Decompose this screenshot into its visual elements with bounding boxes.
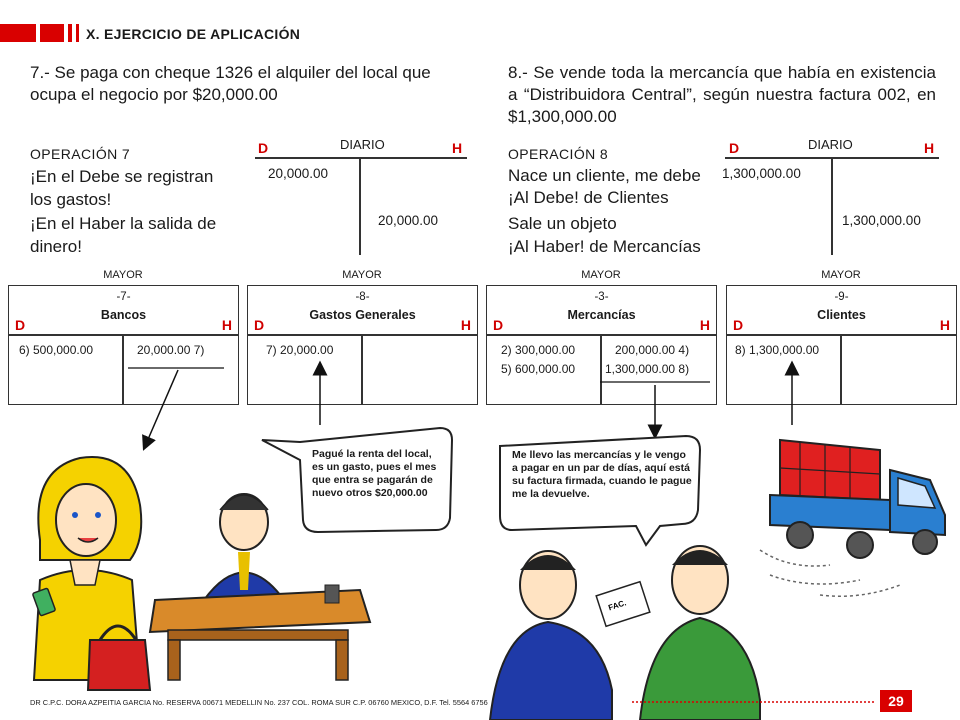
mayor-label-3: MAYOR xyxy=(581,269,621,281)
right-phrase-2: ¡Al Debe! de Clientes xyxy=(508,188,669,207)
invoice-label: FAC. xyxy=(607,598,628,613)
account-name: Clientes xyxy=(817,308,866,322)
left-diario-credit: 20,000.00 xyxy=(378,213,439,228)
mayor-label-2: MAYOR xyxy=(342,269,382,281)
page-number: 29 xyxy=(880,690,912,712)
delivery-truck-illustration xyxy=(760,440,945,596)
account-h: H xyxy=(699,317,710,333)
right-diario-credit: 1,300,000.00 xyxy=(842,213,921,228)
left-diario-d: D xyxy=(258,140,269,156)
account-debit-entry: 6) 500,000.00 xyxy=(19,343,94,357)
account-debit-entry: 5) 600,000.00 xyxy=(501,362,576,376)
account-d: D xyxy=(493,317,504,333)
right-diario-h: H xyxy=(924,140,935,156)
left-phrase-debe: ¡En el Debe se registran los gastos! xyxy=(30,167,214,209)
account-h: H xyxy=(939,317,950,333)
left-diario-label: DIARIO xyxy=(340,137,385,152)
left-phrase-haber: ¡En el Haber la salida de dinero! xyxy=(30,214,217,256)
account-name: Mercancías xyxy=(567,308,636,322)
right-phrase-3: Sale un objeto xyxy=(508,214,617,233)
account-h: H xyxy=(221,317,232,333)
right-phrase-4: ¡Al Haber! de Mercancías xyxy=(508,237,701,256)
right-diario-label: DIARIO xyxy=(808,137,853,152)
right-statement: 8.- Se vende toda la mercancía que había en existencia a “Distribuidora Central”, según nuestra factura 002, en $1,300,000.00 xyxy=(508,63,936,126)
account-credit-entry: 20,000.00 7) xyxy=(137,343,205,357)
account-debit-entry: 2) 300,000.00 xyxy=(501,343,576,357)
mayor-label-1: MAYOR xyxy=(103,269,143,281)
footer-text: DR C.P.C. DORA AZPEITIA GARCIA No. RESERVA 00671 MEDELLIN No. 237 COL. ROMA SUR C.P. 06760 MEXICO, D.F. Tel. 5564 6756 xyxy=(30,698,488,707)
account-debit-entry: 7) 20,000.00 xyxy=(266,343,334,357)
arrow-bancos xyxy=(146,370,178,444)
account-number: -3- xyxy=(594,291,609,303)
account-number: -7- xyxy=(116,291,131,303)
account-number: -8- xyxy=(355,291,370,303)
mayor-label-4: MAYOR xyxy=(821,269,861,281)
right-phrase-1: Nace un cliente, me debe xyxy=(508,166,701,185)
right-diario-debit: 1,300,000.00 xyxy=(722,166,801,181)
left-diario-debit: 20,000.00 xyxy=(268,166,329,181)
account-name: Gastos Generales xyxy=(309,308,416,322)
section-title: X. EJERCICIO DE APLICACIÓN xyxy=(86,26,301,42)
account-credit-entry: 200,000.00 4) xyxy=(615,343,690,357)
left-diario-h: H xyxy=(452,140,463,156)
account-h: H xyxy=(460,317,471,333)
right-bubble-text: Me llevo las mercancías y le vengo a pagar en un par de días, aquí está su factura firmada, cuando le pague me la devuelve. xyxy=(512,449,692,500)
account-name: Bancos xyxy=(100,308,147,322)
account-number: -9- xyxy=(834,291,849,303)
left-bubble-text: Pagué la renta del local, es un gasto, pues el mes que entra se pagarán de nuevo otros $20,000.00 xyxy=(312,448,437,499)
account-credit-entry: 1,300,000.00 8) xyxy=(605,362,690,376)
account-d: D xyxy=(15,317,26,333)
left-statement: 7.- Se paga con cheque 1326 el alquiler del local que ocupa el negocio por $20,000.00 xyxy=(30,63,431,104)
left-operation: OPERACIÓN 7 xyxy=(30,146,131,162)
account-d: D xyxy=(254,317,265,333)
right-operation: OPERACIÓN 8 xyxy=(508,146,609,162)
right-diario-d: D xyxy=(729,140,740,156)
men-exchange-illustration xyxy=(490,546,760,720)
account-d: D xyxy=(733,317,744,333)
account-debit-entry: 8) 1,300,000.00 xyxy=(735,343,820,357)
woman-illustration xyxy=(32,457,150,690)
